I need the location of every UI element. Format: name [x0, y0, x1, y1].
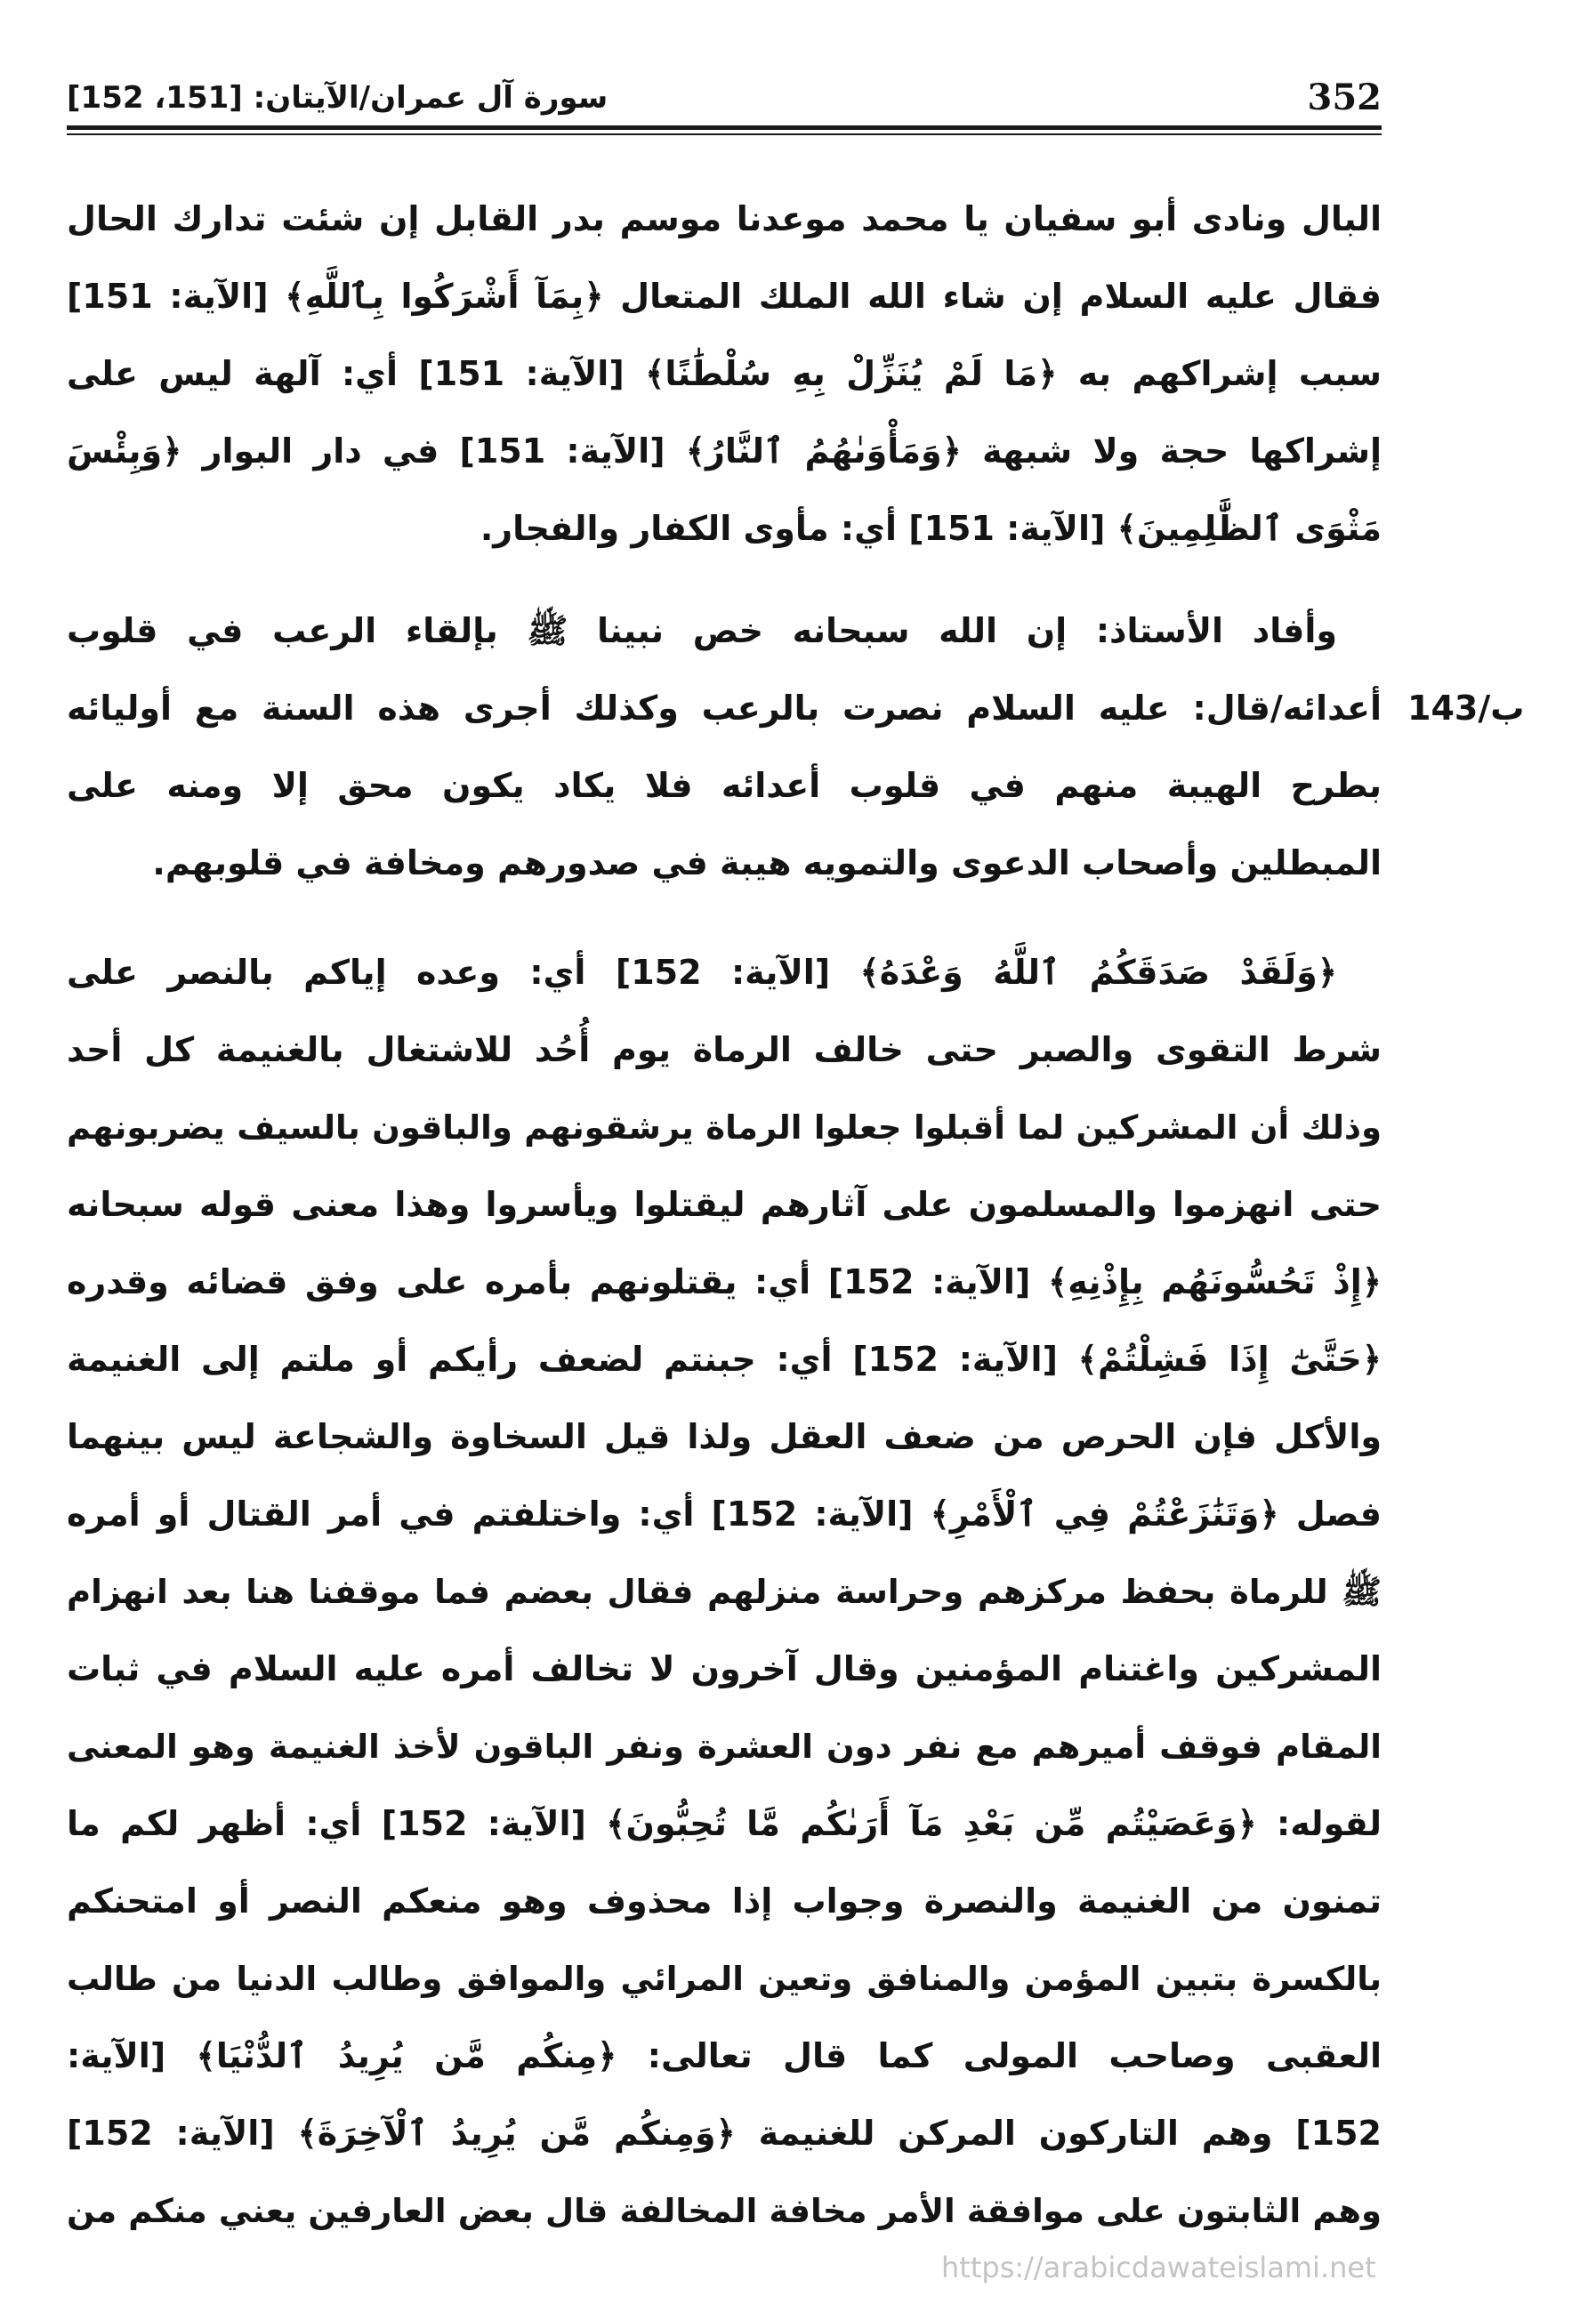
folio-margin-note: 143/ب	[1407, 689, 1525, 728]
text-line: ﴿وَلَقَدْ صَدَقَكُمُ ٱللَّهُ وَعْدَهُ﴾ [الآية: 152] أي: وعده إياكم بالنصر على	[67, 953, 1337, 992]
text-line: أعدائه/قال: عليه السلام نصرت بالرعب وكذلك أجرى هذه السنة مع أوليائه	[67, 689, 1382, 728]
running-header	[67, 71, 1382, 125]
text-line: المبطلين وأصحاب الدعوى والتمويه هيبة في صدورهم ومخافة في قلوبهم.	[152, 843, 1382, 882]
text-line: وذلك أن المشركين لما أقبلوا جعلوا الرماة يرشقونهم والباقون بالسيف يضربونهم	[67, 1108, 1382, 1147]
text-line: ﷺ للرماة بحفظ مركزهم وحراسة منزلهم فقال بعضم فما موقفنا هنا بعد انهزام	[67, 1573, 1382, 1611]
text-line: فصل ﴿وَتَنَٰزَعْتُمْ فِي ٱلْأَمْرِ﴾ [الآية: 152] أي: واختلفتم في أمر القتال أو أمره	[67, 1494, 1382, 1534]
text-line: لقوله: ﴿وَعَصَيْتُم مِّن بَعْدِ مَآ أَرَىٰكُم مَّا تُحِبُّونَ﴾ [الآية: 152] أي: أظهر لكم ما	[67, 1804, 1382, 1843]
header-rule	[67, 125, 1382, 135]
watermark-url: https://arabicdawateislami.net	[941, 2251, 1376, 2284]
page-number: 352	[1307, 77, 1382, 118]
text-line: شرط التقوى والصبر حتى خالف الرماة يوم أُحُد للاشتغال بالغنيمة كل أحد	[67, 1030, 1382, 1069]
paragraph	[67, 934, 1382, 2250]
text-line: تمنون من الغنيمة والنصرة وجواب إذا محذوف وهو منعكم النصر أو امتحنكم	[67, 1881, 1382, 1921]
text-line: المشركين واغتنام المؤمنين وقال آخرون لا تخالف أمره عليه السلام في ثبات	[67, 1649, 1382, 1688]
text-line: سبب إشراكهم به ﴿مَا لَمْ يُنَزِّلْ بِهِ سُلْطَٰنًا﴾ [الآية: 151] أي: آلهة ليس على	[67, 354, 1382, 393]
text-line: البال ونادى أبو سفيان يا محمد موعدنا موسم بدر القابل إن شئت تدارك الحال	[67, 199, 1382, 238]
text-line: حتى انهزموا والمسلمون على آثارهم ليقتلوا ويأسروا وهذا معنى قوله سبحانه	[67, 1185, 1382, 1224]
text-line: المقام فوقف أميرهم مع نفر دون العشرة ونفر الباقون لأخذ الغنيمة وهو المعنى	[67, 1728, 1382, 1766]
text-line: ﴿حَتَّىٰٓ إِذَا فَشِلْتُمْ﴾ [الآية: 152] أي: جبنتم لضعف رأيكم أو ملتم إلى الغنيمة	[67, 1340, 1382, 1379]
running-title: سورة آل عمران/الآيتان: [151، 152]	[67, 80, 609, 116]
text-line: مَثْوَى ٱلظَّٰلِمِينَ﴾ [الآية: 151] أي: مأوى الكفار والفجار.	[480, 509, 1382, 548]
text-line: 152] وهم التاركون المركن للغنيمة ﴿وَمِنكُم مَّن يُرِيدُ ٱلْآخِرَةَ﴾ [الآية: 152]	[67, 2114, 1382, 2153]
text-line: فقال عليه السلام إن شاء الله الملك المتعال ﴿بِمَآ أَشْرَكُوا بِٱللَّهِ﴾ [الآية: 151]	[67, 277, 1382, 316]
text-line: ﴿إِذْ تَحُسُّونَهُم بِإِذْنِهِ﴾ [الآية: 152] أي: يقتلونهم بأمره على وفق قضائه وقدره	[67, 1262, 1382, 1301]
text-line: بالكسرة بتبين المؤمن والمنافق وتعين المرائي والموافق وطالب الدنيا من طالب	[67, 1960, 1382, 1998]
paragraph	[67, 592, 1382, 902]
paragraph	[67, 181, 1382, 568]
text-line: وهم الثابتون على موافقة الأمر مخافة المخالفة قال بعض العارفين يعني منكم من	[67, 2192, 1382, 2230]
text-line: إشراكها حجة ولا شبهة ﴿وَمَأْوَىٰهُمُ ٱلنَّارُ﴾ [الآية: 151] في دار البوار ﴿وَبِئْسَ	[67, 431, 1382, 471]
text-line: والأكل فإن الحرص من ضعف العقل ولذا قيل السخاوة والشجاعة ليس بينهما	[67, 1417, 1382, 1456]
text-line: بطرح الهيبة منهم في قلوب أعدائه فلا يكاد يكون محق إلا ومنه على	[67, 766, 1382, 805]
text-line: وأفاد الأستاذ: إن الله سبحانه خص نبينا ﷺ بإلقاء الرعب في قلوب	[67, 611, 1337, 650]
text-line: العقبى وصاحب المولى كما قال تعالى: ﴿مِنكُم مَّن يُرِيدُ ٱلدُّنْيَا﴾ [الآية:	[67, 2036, 1382, 2075]
